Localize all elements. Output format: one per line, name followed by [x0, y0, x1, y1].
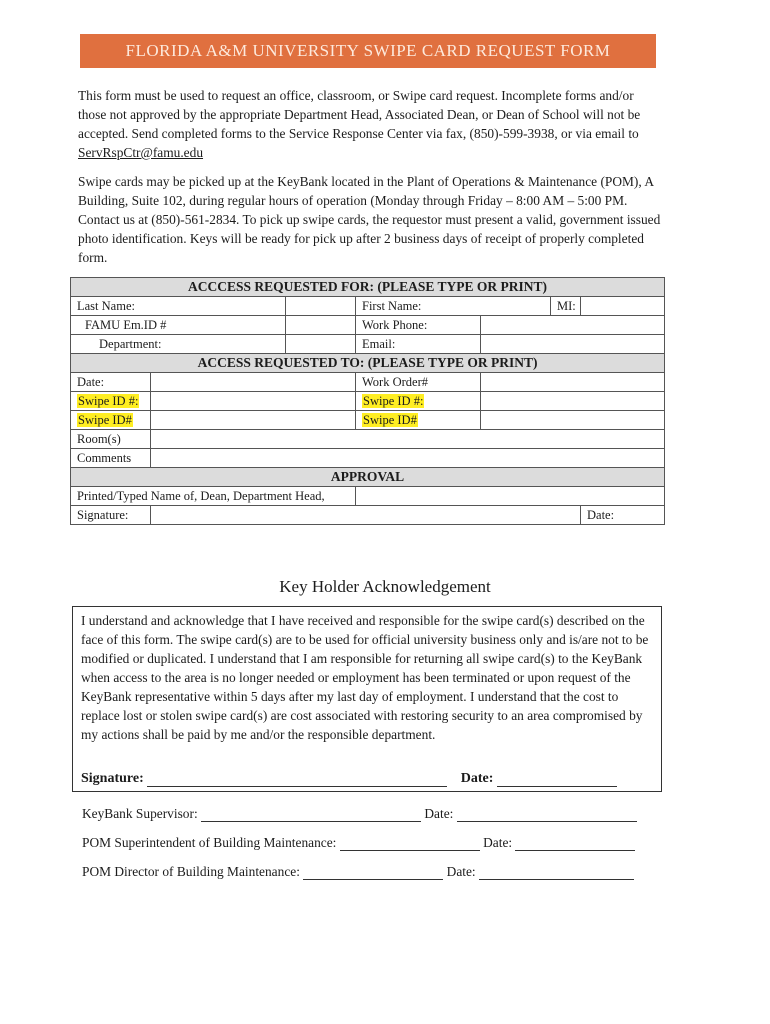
swipe-id-label: Swipe ID #:: [356, 392, 481, 411]
ack-signature-label: Signature:: [81, 771, 144, 786]
printed-name-label: Printed/Typed Name of, Dean, Department Head,: [71, 487, 356, 506]
rooms-field[interactable]: [151, 430, 665, 449]
form-title-banner: [80, 34, 656, 68]
last-name-label: Last Name:: [71, 297, 286, 316]
intro-paragraph-1: This form must be used to request an office, classroom, or Swipe card request. Incomplete forms and/or those not approved by the appropriate Department Head, Associated Dean, or Dean of School will not be accepted. Send completed forms to the Service Response Center via fax, (850)-599-3938, or via email to ServRspCtr@famu.edu: [78, 88, 641, 160]
pom-superintendent-label: POM Superintendent of Building Maintenance:: [82, 835, 337, 850]
keybank-supervisor-line[interactable]: [201, 809, 421, 822]
intro-paragraph-2: Swipe cards may be picked up at the KeyBank located in the Plant of Operations & Maintenance (POM), A Building, Suite 102, during regular hours of operation (Monday through Friday – 8:00 AM – 5:00 PM. Contact us at (850)-561-2834. To pick up swipe cards, the requestor must present a valid, government issued photo identification. Keys will be ready for pick up after 2 business days of receipt of properly completed form.: [78, 174, 661, 265]
work-order-field[interactable]: [481, 373, 665, 392]
department-label: Department:: [71, 335, 286, 354]
swipe-id-label: Swipe ID#: [71, 411, 151, 430]
last-name-field[interactable]: [286, 297, 356, 316]
famu-id-field[interactable]: [286, 316, 356, 335]
email-field[interactable]: [481, 335, 665, 354]
keybank-date-label: Date:: [424, 806, 454, 821]
comments-label: Comments: [71, 449, 151, 468]
date-field[interactable]: [151, 373, 356, 392]
request-form: [70, 277, 664, 525]
date-label: Date:: [71, 373, 151, 392]
swipe-id-field[interactable]: [481, 392, 665, 411]
swipe-id-label: Swipe ID#: [356, 411, 481, 430]
email-label: Email:: [356, 335, 481, 354]
famu-id-label: FAMU Em.ID #: [71, 316, 286, 335]
request-form-table: [70, 277, 665, 525]
pom-superintendent-line[interactable]: [340, 838, 480, 851]
signature-field[interactable]: [151, 506, 581, 525]
form-title: FLORIDA A&M UNIVERSITY SWIPE CARD REQUEST FORM: [125, 41, 611, 60]
pom-director-row: [82, 864, 634, 880]
pom-director-label: POM Director of Building Maintenance:: [82, 864, 300, 879]
keybank-date-line[interactable]: [457, 809, 637, 822]
ack-date-label: Date:: [460, 771, 494, 786]
rooms-label: Room(s): [71, 430, 151, 449]
service-email-link[interactable]: ServRspCtr@famu.edu: [78, 145, 204, 160]
printed-name-field[interactable]: [356, 487, 665, 506]
keybank-supervisor-row: [82, 806, 637, 822]
access-to-header: ACCESS REQUESTED TO: (PLEASE TYPE OR PRINT): [71, 354, 665, 373]
work-order-label: Work Order#: [356, 373, 481, 392]
access-for-header: ACCCESS REQUESTED FOR: (PLEASE TYPE OR PRINT): [71, 278, 665, 297]
approval-header: APPROVAL: [71, 468, 665, 487]
ack-signature-line[interactable]: [147, 774, 447, 787]
pom-superintendent-date-line[interactable]: [515, 838, 635, 851]
keybank-supervisor-label: KeyBank Supervisor:: [82, 806, 198, 821]
swipe-id-field[interactable]: [151, 392, 356, 411]
signature-label: Signature:: [71, 506, 151, 525]
acknowledgement-title: Key Holder Acknowledgement: [279, 577, 491, 596]
work-phone-field[interactable]: [481, 316, 665, 335]
work-phone-label: Work Phone:: [356, 316, 481, 335]
mi-field[interactable]: [581, 297, 665, 316]
acknowledgement-text: I understand and acknowledge that I have received and responsible for the swipe card(s) described on the face of this form. The swipe card(s) are to be used for official university business only and is/are not to be modified or duplicated. I understand that I am responsible for returning all swipe card(s) to the KeyBank when access to the area is no longer needed or employment has been terminated or upon request of the KeyBank representative within 5 days after my last day of employment. I understand that the cost to replace lost or stolen swipe card(s) are cost associated with restoring security to an area compromised by my actions shall be paid by me and/or the responsible department.: [81, 613, 649, 742]
swipe-id-field[interactable]: [151, 411, 356, 430]
first-name-label: First Name:: [356, 297, 551, 316]
acknowledgement-box: [72, 606, 662, 792]
mi-label: MI:: [551, 297, 581, 316]
approval-date-label: Date:: [581, 506, 665, 525]
pom-superintendent-date-label: Date:: [483, 835, 513, 850]
pom-director-line[interactable]: [303, 867, 443, 880]
acknowledgement-signature-row: [81, 771, 651, 787]
pom-director-date-label: Date:: [446, 864, 476, 879]
swipe-id-label: Swipe ID #:: [71, 392, 151, 411]
department-field[interactable]: [286, 335, 356, 354]
swipe-id-field[interactable]: [481, 411, 665, 430]
ack-date-line[interactable]: [497, 774, 617, 787]
pom-superintendent-row: [82, 835, 635, 851]
pom-director-date-line[interactable]: [479, 867, 634, 880]
comments-field[interactable]: [151, 449, 665, 468]
